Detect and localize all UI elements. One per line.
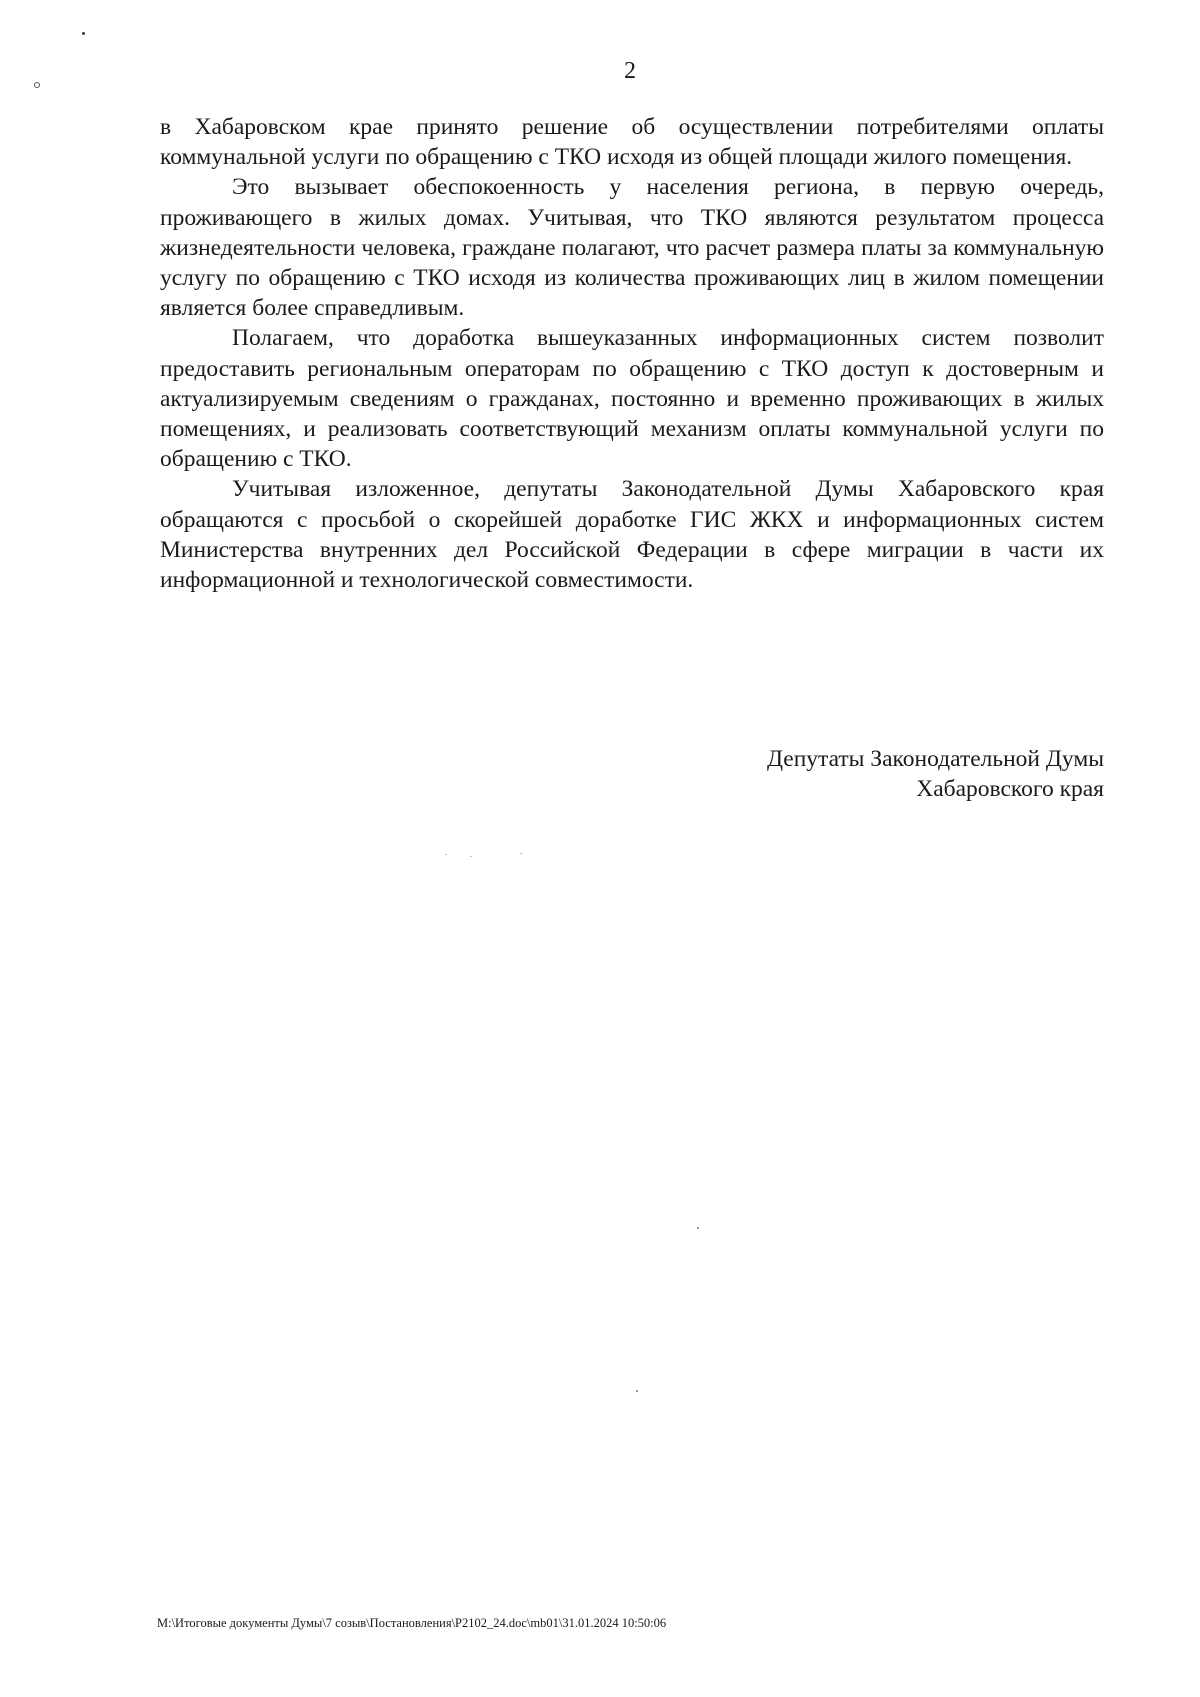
scan-speck [470, 856, 472, 857]
scan-speck [636, 1390, 638, 1392]
scan-speck [82, 32, 85, 35]
scan-speck [697, 1227, 699, 1229]
signature-line-1: Депутаты Законодательной Думы [766, 746, 1104, 772]
paragraph-request: Учитывая изложенное, депутаты Законодательной Думы Хабаровского края обращаются с просьбой о скорейшей доработке ГИС ЖКХ и информационных систем Министерства внутренних дел Российской Федерации в сфере миграции в части их информационной и технологической совместимости. [160, 476, 1104, 594]
scan-speck [445, 854, 447, 855]
paragraph-continuation: в Хабаровском крае принято решение об осуществлении потребителями оплаты коммунальной услуги по обращению с ТКО исходя из общей площади жилого помещения. [160, 114, 1104, 171]
scan-speck [34, 82, 40, 88]
paragraph-concern: Это вызывает обеспокоенность у населения региона, в первую очередь, проживающего в жилых домах. Учитывая, что ТКО являются результатом процесса жизнедеятельности человека, граждане полагают, что расчет размера платы за коммунальную услугу по обращению с ТКО исходя из количества проживающих лиц в жилом помещении является более справедливым. [160, 174, 1104, 322]
paragraph-proposal: Полагаем, что доработка вышеуказанных информационных систем позволит предоставить региональным операторам по обращению с ТКО доступ к достоверным и актуализируемым сведениям о гражданах, постоянно и временно проживающих в жилых помещениях, и реализовать соответствующий механизм оплаты коммунальной услуги по обращению с ТКО. [160, 325, 1104, 473]
page-number: 2 [624, 58, 636, 84]
scan-speck [520, 853, 522, 854]
footer-file-path: M:\Итоговые документы Думы\7 созыв\Постановления\P2102_24.doc\mb01\31.01.2024 10:50:06 [157, 1616, 667, 1630]
signature-line-2: Хабаровского края [916, 776, 1104, 803]
document-body [160, 112, 1104, 595]
signature-block [767, 744, 1104, 804]
